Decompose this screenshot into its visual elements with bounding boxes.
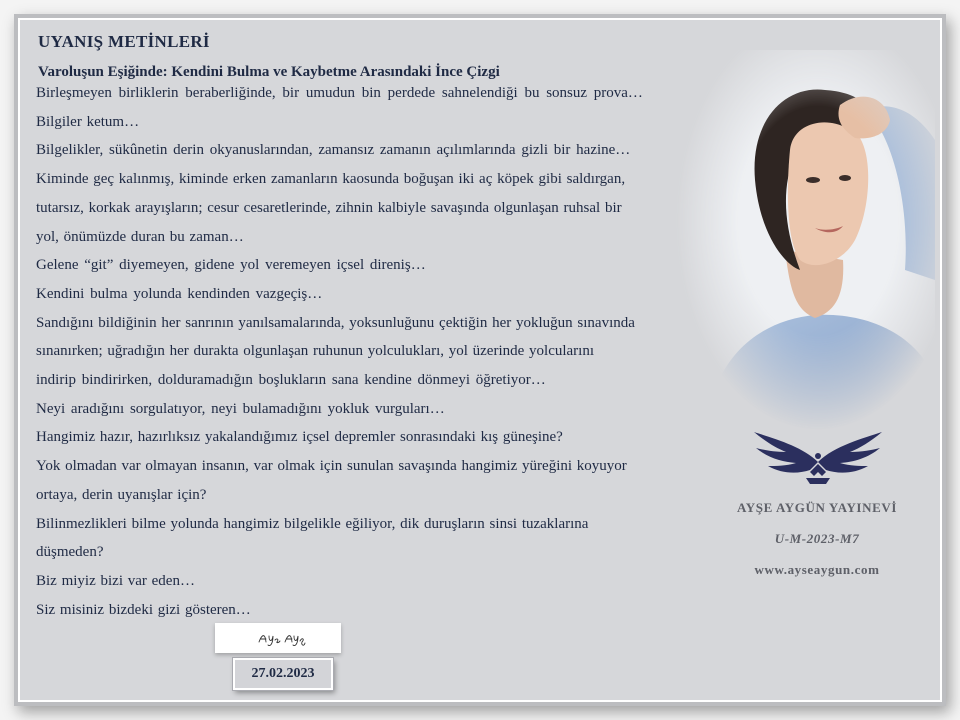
text-line: Kendini bulma yolunda kendinden vazgeçiş… (36, 285, 323, 302)
text-line: sınanırken; uğradığın her durakta olgunlaşan ruhunun yolculukları, yol üzerinde yolcularını (36, 343, 595, 360)
publisher-name: AYŞE AYGÜN YAYINEVİ (737, 500, 897, 515)
text-line: Bilgelikler, sükûnetin derin okyanuslarından, zamansız zamanın açılımlarında gizli bir hazine… (36, 142, 631, 159)
publisher-website-link[interactable]: www.ayseaygun.com (754, 562, 880, 577)
text-line: Yok olmadan var olmayan insanın, var olmak için sunulan savaşında hangimiz yüreğini koyuyor (36, 458, 627, 475)
page-title: UYANIŞ METİNLERİ (38, 32, 210, 51)
text-line: yol, önümüzde duran bu zaman… (36, 228, 244, 245)
text-line: Birleşmeyen birliklerin beraberliğinde, bir umudun bin perdede sahnelendiği bu sonsuz prova… (36, 85, 643, 101)
text-line: Sandığını bildiğinin her sanrının yanılsamalarında, yoksunluğunu çektiğin her yokluğun sınavında (36, 314, 635, 331)
signature-image (215, 623, 341, 653)
text-line: Kiminde geç kalınmış, kiminde erken zamanların kaosunda boğuşan iki aç köpek gibi saldırgan, (36, 171, 626, 188)
text-line: indirip bindirirken, dolduramadığın boşlukların sana kendine dönmeyi öğretiyor… (36, 372, 546, 389)
text-line: Bilinmezlikleri bilme yolunda hangimiz bilgelikle eğiliyor, dik duruşların sinsi tuzaklarına (36, 515, 589, 532)
text-line: Neyi aradığını sorgulatıyor, neyi bulamadığını yokluk vurguları… (36, 400, 445, 417)
document-code: U-M-2023-M7 (774, 531, 860, 546)
page-subtitle: Varoluşun Eşiğinde: Kendini Bulma ve Kaybetme Arasındaki İnce Çizgi (38, 64, 500, 80)
text-line: ortaya, derin uyanışlar için? (36, 486, 207, 503)
woman-portrait-image (675, 50, 935, 430)
text-line: Biz miyiz bizi var eden… (36, 572, 195, 589)
text-line: Gelene “git” diyemeyen, gidene yol veremeyen içsel direniş… (36, 257, 426, 274)
text-line: düşmeden? (36, 544, 104, 561)
body-text (36, 79, 736, 624)
text-line: Siz misiniz bizdeki gizi gösteren… (36, 601, 251, 618)
text-line: Bilgiler ketum… (36, 113, 140, 130)
document-card (20, 20, 940, 700)
date-badge: 27.02.2023 (233, 658, 333, 690)
wings-logo-icon (752, 428, 884, 488)
text-line: Hangimiz hazır, hazırlıksız yakalandığımız içsel depremler sonrasındaki kış güneşine? (36, 429, 563, 446)
text-line: tutarsız, korkak arayışların; cesur cesaretlerinde, zihnin kalbiyle savaşında olgunlaşan ruhsal bir (36, 199, 622, 216)
